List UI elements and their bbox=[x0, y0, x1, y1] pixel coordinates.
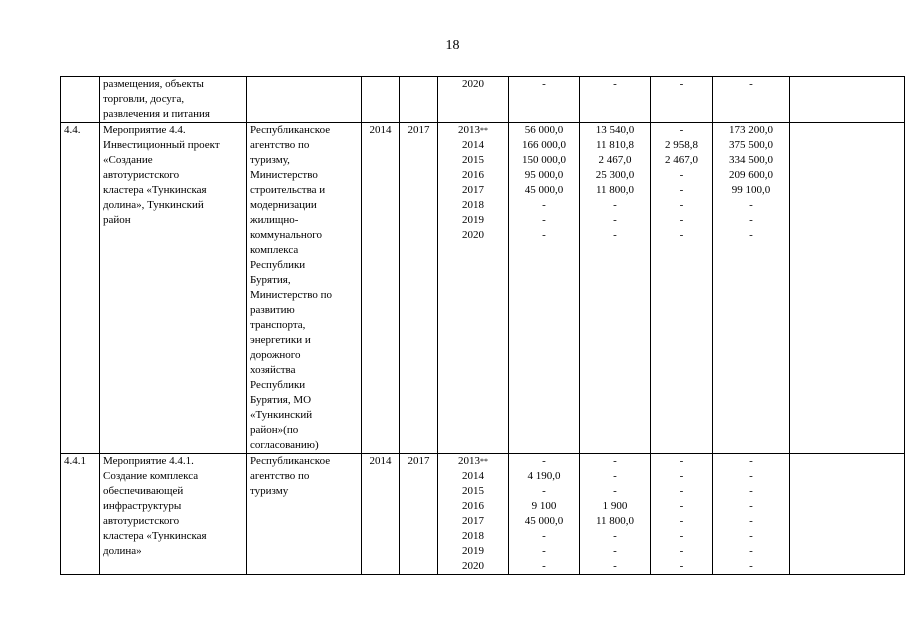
value-column-1-line: 45 000,0 bbox=[524, 184, 564, 196]
end-year-line: 2017 bbox=[407, 124, 430, 136]
measure-executor-line: Министерство bbox=[250, 169, 318, 181]
value-column-1-line: - bbox=[542, 560, 546, 572]
financing-year: 2015 bbox=[462, 485, 484, 497]
program-measures-table bbox=[60, 76, 905, 575]
financing-year: 2016 bbox=[462, 169, 484, 181]
measure-executor-line: транспорта, bbox=[250, 319, 306, 331]
end-year bbox=[400, 454, 438, 575]
financing-year: 2018 bbox=[462, 199, 484, 211]
measure-name-line: долина» bbox=[103, 545, 142, 557]
measure-executor-line: Республиканское bbox=[250, 455, 331, 467]
financing-year: 2020 bbox=[462, 78, 484, 90]
value-column-2-line: 1 900 bbox=[602, 500, 628, 512]
value-column-4-line: 99 100,0 bbox=[731, 184, 771, 196]
financing-year: 2020 bbox=[462, 560, 484, 572]
value-column-1 bbox=[509, 454, 580, 575]
value-column-3-line: - bbox=[679, 560, 684, 572]
financing-year: 2014 bbox=[462, 139, 484, 151]
financing-years bbox=[438, 123, 509, 454]
financing-year: 2017 bbox=[462, 515, 484, 527]
value-column-1-line: 95 000,0 bbox=[524, 169, 564, 181]
value-column-4 bbox=[713, 77, 790, 123]
measure-name-line: размещения, объекты bbox=[103, 78, 204, 90]
measure-executor-line: туризму, bbox=[250, 154, 290, 166]
value-column-4-line: 173 200,0 bbox=[729, 124, 773, 136]
footnote-mark: ** bbox=[480, 457, 488, 466]
value-column-4-line: - bbox=[749, 515, 753, 527]
measure-number bbox=[61, 123, 100, 454]
measure-name bbox=[100, 454, 247, 575]
notes-column bbox=[790, 454, 905, 575]
measure-name-line: кластера «Тункинская bbox=[103, 184, 207, 196]
financing-years bbox=[438, 77, 509, 123]
value-column-1-line: - bbox=[542, 530, 546, 542]
value-column-2-line: 11 810,8 bbox=[595, 139, 635, 151]
value-column-3-line: - bbox=[679, 214, 684, 226]
measure-executor-line: Республики bbox=[250, 379, 306, 391]
measure-executor-line: комплекса bbox=[250, 244, 299, 256]
measure-executor-line: Бурятия, bbox=[250, 274, 291, 286]
value-column-3-line: - bbox=[679, 229, 684, 241]
measure-executor-line: «Тункинский bbox=[250, 409, 313, 421]
value-column-1-line: 45 000,0 bbox=[524, 515, 564, 527]
measure-executor-line: развитию bbox=[250, 304, 295, 316]
value-column-4 bbox=[713, 123, 790, 454]
value-column-3 bbox=[651, 454, 713, 575]
financing-year: 2013** bbox=[458, 455, 488, 467]
value-column-2-line: - bbox=[613, 545, 617, 557]
value-column-3-line: - bbox=[679, 124, 684, 136]
table-row bbox=[61, 454, 905, 575]
value-column-3-line: - bbox=[679, 470, 684, 482]
table-row bbox=[61, 77, 905, 123]
start-year bbox=[362, 123, 400, 454]
start-year-line: 2014 bbox=[369, 124, 392, 136]
value-column-2 bbox=[580, 77, 651, 123]
value-column-4 bbox=[713, 454, 790, 575]
start-year bbox=[362, 454, 400, 575]
start-year-line: 2014 bbox=[369, 455, 392, 467]
value-column-3 bbox=[651, 77, 713, 123]
value-column-1-line: - bbox=[542, 78, 546, 90]
value-column-2 bbox=[580, 454, 651, 575]
measure-name-line: Мероприятие 4.4. bbox=[103, 124, 186, 136]
value-column-2-line: - bbox=[613, 214, 617, 226]
value-column-3-line: - bbox=[679, 184, 684, 196]
measure-name-line: «Создание bbox=[103, 154, 153, 166]
value-column-4-line: - bbox=[749, 78, 753, 90]
value-column-4-line: - bbox=[749, 229, 753, 241]
value-column-2-line: - bbox=[613, 560, 617, 572]
measure-name-line: Мероприятие 4.4.1. bbox=[103, 455, 194, 467]
value-column-3-line: - bbox=[679, 78, 684, 90]
measure-name-line: автотуристского bbox=[103, 515, 180, 527]
value-column-4-line: - bbox=[749, 530, 753, 542]
value-column-1-line: - bbox=[542, 214, 546, 226]
measure-number-line: 4.4. bbox=[64, 124, 81, 136]
measure-executor bbox=[247, 77, 362, 123]
value-column-3-line: - bbox=[679, 500, 684, 512]
value-column-2-line: - bbox=[613, 229, 617, 241]
value-column-2-line: - bbox=[613, 470, 617, 482]
start-year bbox=[362, 77, 400, 123]
financing-year: 2014 bbox=[462, 470, 484, 482]
value-column-1-line: - bbox=[542, 485, 546, 497]
value-column-3-line: 2 958,8 bbox=[665, 139, 698, 151]
measure-name-line: обеспечивающей bbox=[103, 485, 184, 497]
value-column-3-line: - bbox=[679, 199, 684, 211]
value-column-1-line: 9 100 bbox=[531, 500, 557, 512]
measure-executor-line: туризму bbox=[250, 485, 289, 497]
value-column-2-line: 11 800,0 bbox=[595, 184, 635, 196]
measure-number-line: 4.4.1 bbox=[64, 455, 86, 467]
footnote-mark: ** bbox=[480, 126, 488, 135]
financing-year: 2018 bbox=[462, 530, 484, 542]
measure-name-line: автотуристского bbox=[103, 169, 180, 181]
measure-executor-line: энергетики и bbox=[250, 334, 311, 346]
value-column-2-line: - bbox=[613, 455, 617, 467]
value-column-2 bbox=[580, 123, 651, 454]
measure-executor-line: коммунального bbox=[250, 229, 322, 241]
measure-executor-line: Министерство по bbox=[250, 289, 332, 301]
value-column-1-line: - bbox=[542, 229, 546, 241]
end-year bbox=[400, 123, 438, 454]
value-column-2-line: 11 800,0 bbox=[595, 515, 635, 527]
measure-executor-line: агентство по bbox=[250, 139, 310, 151]
value-column-3-line: 2 467,0 bbox=[665, 154, 698, 166]
financing-year: 2017 bbox=[462, 184, 484, 196]
financing-year: 2015 bbox=[462, 154, 484, 166]
value-column-3-line: - bbox=[679, 530, 684, 542]
value-column-4-line: - bbox=[749, 500, 753, 512]
value-column-3-line: - bbox=[679, 169, 684, 181]
measure-number bbox=[61, 77, 100, 123]
value-column-3-line: - bbox=[679, 515, 684, 527]
value-column-4-line: 334 500,0 bbox=[729, 154, 773, 166]
value-column-1 bbox=[509, 123, 580, 454]
value-column-1-line: 4 190,0 bbox=[527, 470, 561, 482]
measure-executor-line: хозяйства bbox=[250, 364, 296, 376]
measure-name-line: кластера «Тункинская bbox=[103, 530, 207, 542]
table-row bbox=[61, 123, 905, 454]
value-column-4-line: - bbox=[749, 214, 753, 226]
value-column-1 bbox=[509, 77, 580, 123]
measure-executor-line: агентство по bbox=[250, 470, 310, 482]
measure-executor-line: дорожного bbox=[250, 349, 301, 361]
measure-executor-line: согласованию) bbox=[250, 439, 319, 451]
value-column-1-line: - bbox=[542, 545, 546, 557]
end-year-line: 2017 bbox=[407, 455, 430, 467]
value-column-1-line: 166 000,0 bbox=[522, 139, 566, 151]
measure-executor-line: Республиканское bbox=[250, 124, 331, 136]
value-column-2-line: - bbox=[613, 530, 617, 542]
value-column-3-line: - bbox=[679, 485, 684, 497]
measure-name bbox=[100, 77, 247, 123]
value-column-3-line: - bbox=[679, 545, 684, 557]
measure-executor-line: Республики bbox=[250, 259, 306, 271]
value-column-4-line: - bbox=[749, 485, 753, 497]
financing-year: 2019 bbox=[462, 545, 484, 557]
value-column-1-line: - bbox=[542, 199, 546, 211]
value-column-2-line: 2 467,0 bbox=[598, 154, 632, 166]
end-year bbox=[400, 77, 438, 123]
value-column-2-line: 25 300,0 bbox=[595, 169, 635, 181]
financing-year: 2019 bbox=[462, 214, 484, 226]
measure-name-line: инфраструктуры bbox=[103, 500, 182, 512]
value-column-4-line: - bbox=[749, 560, 753, 572]
measure-executor-line: модернизации bbox=[250, 199, 317, 211]
value-column-4-line: - bbox=[749, 545, 753, 557]
financing-years bbox=[438, 454, 509, 575]
measure-number bbox=[61, 454, 100, 575]
value-column-4-line: - bbox=[749, 455, 753, 467]
notes-column bbox=[790, 123, 905, 454]
value-column-1-line: 56 000,0 bbox=[524, 124, 564, 136]
measure-name-line: торговли, досуга, bbox=[103, 93, 185, 105]
measure-executor-line: строительства и bbox=[250, 184, 326, 196]
measure-executor bbox=[247, 454, 362, 575]
measure-name-line: район bbox=[103, 214, 131, 226]
measure-name-line: Инвестиционный проект bbox=[103, 139, 220, 151]
value-column-2-line: - bbox=[613, 199, 617, 211]
measure-executor bbox=[247, 123, 362, 454]
measure-executor-line: район»(по bbox=[250, 424, 299, 436]
value-column-1-line: - bbox=[542, 455, 546, 467]
value-column-2-line: - bbox=[613, 78, 617, 90]
measure-name-line: Создание комплекса bbox=[103, 470, 199, 482]
value-column-3-line: - bbox=[679, 455, 684, 467]
measure-name bbox=[100, 123, 247, 454]
financing-year: 2016 bbox=[462, 500, 484, 512]
value-column-4-line: - bbox=[749, 199, 753, 211]
measure-name-line: долина», Тункинский bbox=[103, 199, 204, 211]
financing-year: 2013** bbox=[458, 124, 488, 136]
measure-name-line: развлечения и питания bbox=[103, 108, 210, 120]
value-column-3 bbox=[651, 123, 713, 454]
value-column-4-line: 209 600,0 bbox=[729, 169, 773, 181]
page-number: 18 bbox=[445, 38, 460, 53]
notes-column bbox=[790, 77, 905, 123]
financing-year: 2020 bbox=[462, 229, 484, 241]
value-column-4-line: 375 500,0 bbox=[729, 139, 773, 151]
value-column-4-line: - bbox=[749, 470, 753, 482]
value-column-2-line: - bbox=[613, 485, 617, 497]
measure-executor-line: жилищно- bbox=[250, 214, 299, 226]
value-column-1-line: 150 000,0 bbox=[522, 154, 566, 166]
measure-executor-line: Бурятия, МО bbox=[250, 394, 312, 406]
value-column-2-line: 13 540,0 bbox=[595, 124, 635, 136]
